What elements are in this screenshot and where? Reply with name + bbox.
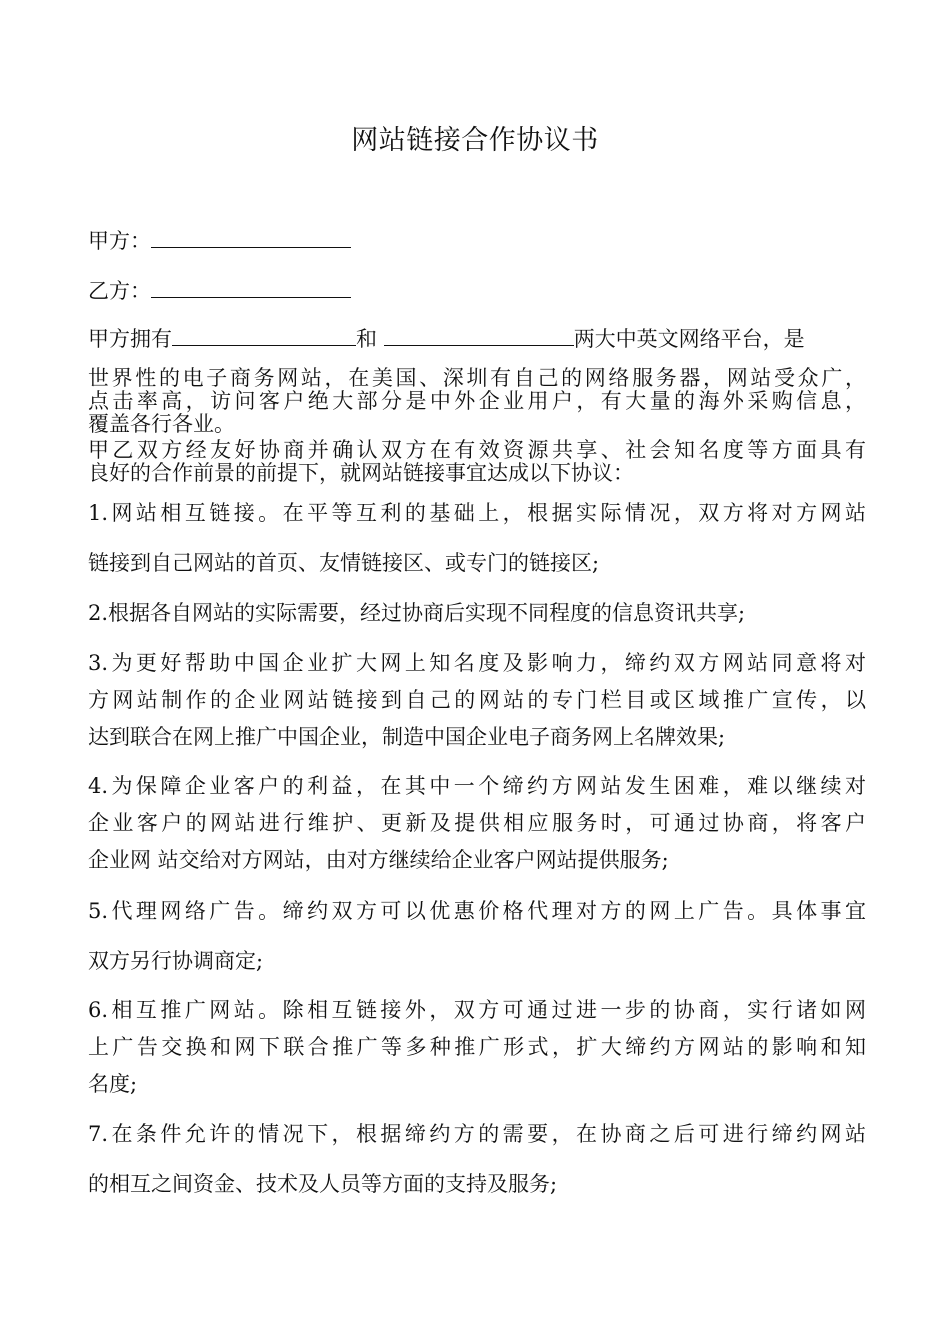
intro-line-4: 覆盖各行各业。: [88, 412, 235, 436]
clause-4-line-2: 企业客户的网站进行维护、更新及提供相应服务时，可通过协商，将客户: [88, 811, 866, 835]
clause-3-line-3: 达到联合在网上推广中国企业，制造中国企业电子商务网上名牌效果;: [88, 725, 726, 749]
intro-line-3: 点击率高，访问客户绝大部分是中外企业用户，有大量的海外采购信息，: [88, 389, 866, 413]
intro-line-1: [88, 323, 805, 353]
clause-6-line-2: 上广告交换和网下联合推广等多种推广形式，扩大缔约方网站的影响和知: [88, 1035, 866, 1059]
clause-5-line-1: 5.代理网络广告。缔约双方可以优惠价格代理对方的网上广告。具体事宜: [88, 899, 866, 923]
clause-3-line-2: 方网站制作的企业网站链接到自己的网站的专门栏目或区域推广宣传，以: [88, 688, 866, 712]
party-a-label: 甲方：: [88, 229, 151, 253]
clause-4-line-3: 企业网 站交给对方网站，由对方继续给企业客户网站提供服务;: [88, 848, 669, 872]
clause-2-line-1: 2.根据各自网站的实际需要，经过协商后实现不同程度的信息资讯共享;: [88, 601, 746, 625]
party-b-line: [88, 275, 351, 305]
platform-1-blank: [172, 323, 356, 346]
intro-text: 和: [356, 327, 377, 351]
intro-line-6: 良好的合作前景的前提下，就网站链接事宜达成以下协议：: [88, 461, 634, 485]
clause-7-line-2: 的相互之间资金、技术及人员等方面的支持及服务;: [88, 1172, 558, 1196]
clause-3-line-1: 3.为更好帮助中国企业扩大网上知名度及影响力，缔约双方网站同意将对: [88, 651, 866, 675]
clause-1-line-2: 链接到自己网站的首页、友情链接区、或专门的链接区;: [88, 551, 600, 575]
party-b-blank: [151, 275, 351, 298]
platform-2-blank: [384, 323, 574, 346]
clause-1-line-1: 1.网站相互链接。在平等互利的基础上，根据实际情况，双方将对方网站: [88, 501, 866, 525]
clause-5-line-2: 双方另行协调商定;: [88, 949, 264, 973]
party-b-label: 乙方：: [88, 279, 151, 303]
intro-line-5: 甲乙双方经友好协商并确认双方在有效资源共享、社会知名度等方面具有: [88, 438, 866, 462]
intro-text: 两大中英文网络平台，是: [573, 327, 805, 351]
clause-6-line-3: 名度;: [88, 1072, 138, 1096]
party-a-line: [88, 225, 351, 255]
clause-7-line-1: 7.在条件允许的情况下，根据缔约方的需要，在协商之后可进行缔约网站: [88, 1122, 866, 1146]
clause-6-line-1: 6.相互推广网站。除相互链接外，双方可通过进一步的协商，实行诸如网: [88, 998, 866, 1022]
clause-4-line-1: 4.为保障企业客户的利益，在其中一个缔约方网站发生困难，难以继续对: [88, 774, 866, 798]
page-title: 网站链接合作协议书: [351, 125, 599, 156]
intro-line-2: 世界性的电子商务网站，在美国、深圳有自己的网络服务器，网站受众广，: [88, 366, 866, 390]
party-a-blank: [151, 225, 351, 248]
intro-text: 甲方拥有: [88, 327, 172, 351]
